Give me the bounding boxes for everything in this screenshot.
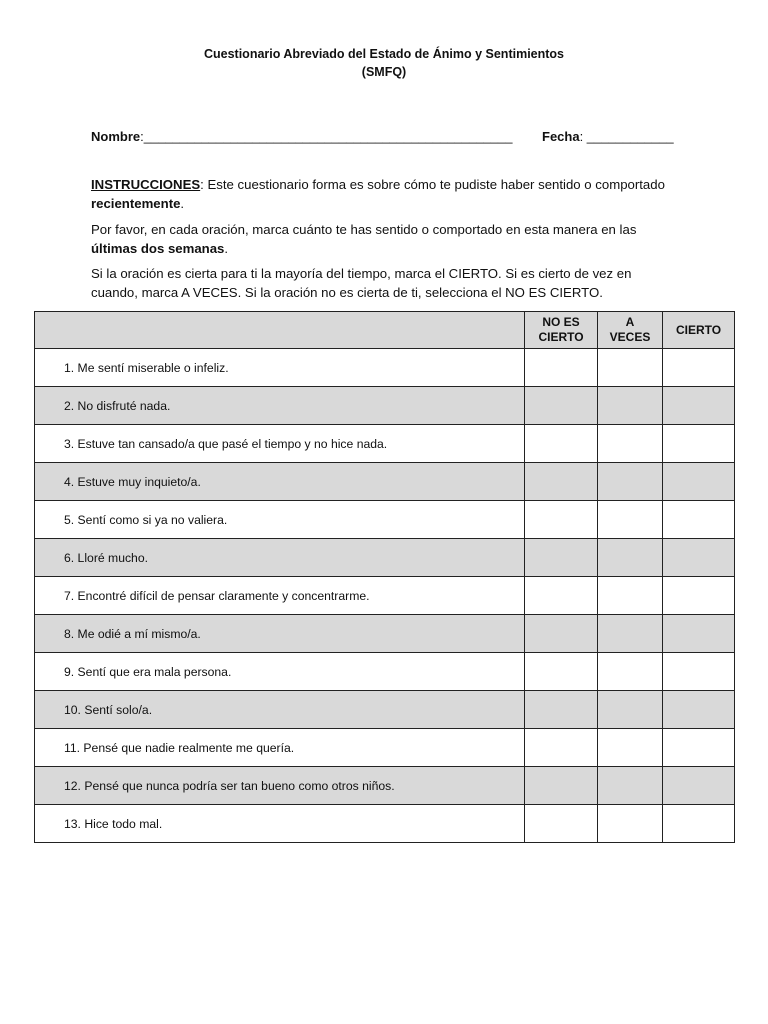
answer-cell-a-veces[interactable]: [598, 615, 663, 653]
instructions-paragraph-2: [91, 220, 676, 258]
title-line-2: (SMFQ): [361, 65, 407, 79]
question-text: 6. Lloré mucho.: [35, 539, 525, 577]
table-row: [35, 539, 735, 577]
instructions-p3-text: Si la oración es cierta para ti la mayoría del tiempo, marca el CIERTO. Si es cierto de vez en cuando, marca A VECES. Si la oración no es cierta de ti, selecciona el NO ES CIERTO.: [91, 266, 632, 300]
answer-cell-a-veces[interactable]: [598, 767, 663, 805]
answer-cell-cierto[interactable]: [663, 767, 735, 805]
instructions-p2-end: .: [224, 241, 229, 256]
header-a-veces-line-2: VECES: [609, 330, 651, 344]
table-row: [35, 615, 735, 653]
question-text: 1. Me sentí miserable o infeliz.: [35, 349, 525, 387]
instructions-paragraph-3: [91, 264, 676, 302]
table-row: [35, 577, 735, 615]
instructions-p1-text: : Este cuestionario forma es sobre cómo te pudiste haber sentido o comportado: [200, 177, 665, 192]
date-field[interactable]: [542, 129, 674, 144]
answer-cell-no-es-cierto[interactable]: [525, 349, 598, 387]
answer-cell-no-es-cierto[interactable]: [525, 729, 598, 767]
table-row: [35, 767, 735, 805]
answer-cell-no-es-cierto[interactable]: [525, 463, 598, 501]
answer-cell-a-veces[interactable]: [598, 653, 663, 691]
instructions-p2-text: Por favor, en cada oración, marca cuánto te has sentido o comportado en esta manera en las: [91, 222, 637, 237]
table-row: [35, 425, 735, 463]
table-row: [35, 691, 735, 729]
instructions-p2-bold: últimas dos semanas: [91, 241, 225, 256]
answer-cell-cierto[interactable]: [663, 615, 735, 653]
question-text: 5. Sentí como si ya no valiera.: [35, 501, 525, 539]
answer-cell-no-es-cierto[interactable]: [525, 691, 598, 729]
answer-cell-a-veces[interactable]: [598, 463, 663, 501]
table-row: [35, 349, 735, 387]
table-row: [35, 653, 735, 691]
questionnaire-table: [34, 311, 735, 843]
question-text: 2. No disfruté nada.: [35, 387, 525, 425]
answer-cell-a-veces[interactable]: [598, 691, 663, 729]
answer-cell-cierto[interactable]: [663, 501, 735, 539]
question-text: 7. Encontré difícil de pensar claramente y concentrarme.: [35, 577, 525, 615]
header-no-es-cierto-line-2: CIERTO: [538, 330, 584, 344]
question-text: 12. Pensé que nunca podría ser tan bueno como otros niños.: [35, 767, 525, 805]
answer-cell-no-es-cierto[interactable]: [525, 767, 598, 805]
name-blank[interactable]: :___________________________________________________: [140, 129, 513, 144]
table-row: [35, 805, 735, 843]
header-blank: [35, 312, 525, 349]
answer-cell-a-veces[interactable]: [598, 387, 663, 425]
date-label: Fecha: [542, 129, 580, 144]
table-header-row: [35, 312, 735, 349]
answer-cell-a-veces[interactable]: [598, 729, 663, 767]
header-a-veces: [598, 312, 663, 349]
answer-cell-no-es-cierto[interactable]: [525, 539, 598, 577]
name-field[interactable]: [91, 129, 512, 144]
answer-cell-a-veces[interactable]: [598, 501, 663, 539]
date-blank[interactable]: : ____________: [579, 129, 674, 144]
question-text: 8. Me odié a mí mismo/a.: [35, 615, 525, 653]
instructions-paragraph-1: [91, 175, 676, 213]
table-row: [35, 387, 735, 425]
answer-cell-no-es-cierto[interactable]: [525, 805, 598, 843]
instructions-p1-end: .: [180, 196, 185, 211]
answer-cell-no-es-cierto[interactable]: [525, 615, 598, 653]
answer-cell-no-es-cierto[interactable]: [525, 387, 598, 425]
answer-cell-a-veces[interactable]: [598, 577, 663, 615]
question-text: 13. Hice todo mal.: [35, 805, 525, 843]
instructions-p1-bold: recientemente: [91, 196, 181, 211]
table-row: [35, 463, 735, 501]
answer-cell-cierto[interactable]: [663, 463, 735, 501]
document-title: [0, 45, 768, 81]
header-no-es-cierto: [525, 312, 598, 349]
answer-cell-cierto[interactable]: [663, 577, 735, 615]
name-label: Nombre: [91, 129, 141, 144]
header-cierto: CIERTO: [663, 312, 735, 349]
answer-cell-cierto[interactable]: [663, 805, 735, 843]
answer-cell-cierto[interactable]: [663, 691, 735, 729]
answer-cell-no-es-cierto[interactable]: [525, 501, 598, 539]
instructions-label: INSTRUCCIONES: [91, 177, 201, 192]
question-text: 10. Sentí solo/a.: [35, 691, 525, 729]
question-text: 4. Estuve muy inquieto/a.: [35, 463, 525, 501]
header-no-es-cierto-line-1: NO ES: [542, 315, 580, 329]
answer-cell-cierto[interactable]: [663, 349, 735, 387]
answer-cell-cierto[interactable]: [663, 387, 735, 425]
table-row: [35, 501, 735, 539]
answer-cell-a-veces[interactable]: [598, 539, 663, 577]
header-a-veces-line-1: A: [625, 315, 635, 329]
answer-cell-a-veces[interactable]: [598, 805, 663, 843]
answer-cell-cierto[interactable]: [663, 729, 735, 767]
answer-cell-no-es-cierto[interactable]: [525, 653, 598, 691]
answer-cell-cierto[interactable]: [663, 539, 735, 577]
answer-cell-no-es-cierto[interactable]: [525, 425, 598, 463]
answer-cell-a-veces[interactable]: [598, 349, 663, 387]
answer-cell-cierto[interactable]: [663, 653, 735, 691]
answer-cell-cierto[interactable]: [663, 425, 735, 463]
question-text: 9. Sentí que era mala persona.: [35, 653, 525, 691]
question-text: 3. Estuve tan cansado/a que pasé el tiempo y no hice nada.: [35, 425, 525, 463]
question-text: 11. Pensé que nadie realmente me quería.: [35, 729, 525, 767]
answer-cell-no-es-cierto[interactable]: [525, 577, 598, 615]
title-line-1: Cuestionario Abreviado del Estado de Ánimo y Sentimientos: [203, 47, 565, 61]
answer-cell-a-veces[interactable]: [598, 425, 663, 463]
table-row: [35, 729, 735, 767]
